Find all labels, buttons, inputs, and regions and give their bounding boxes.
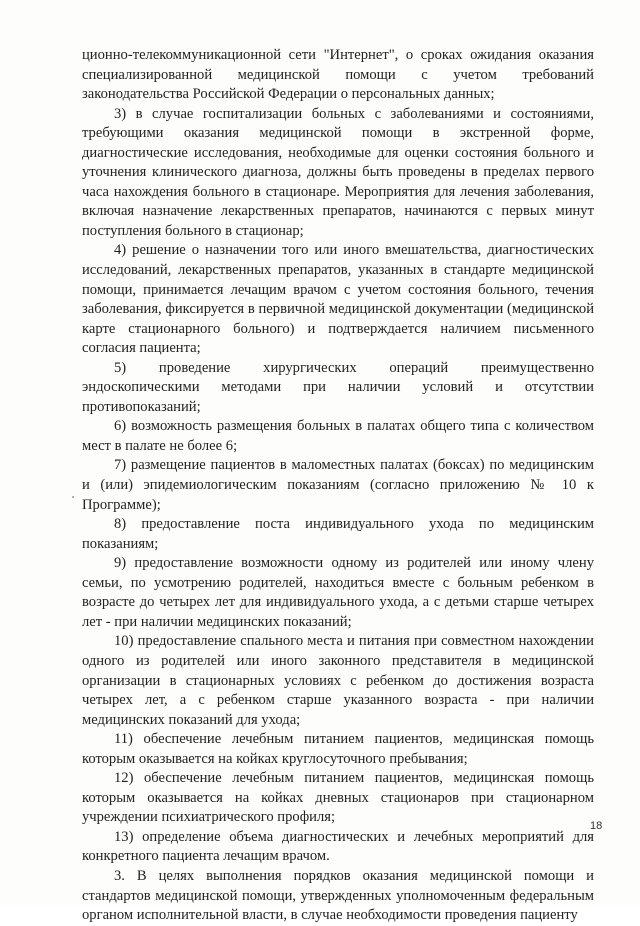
paragraph-item-13: 13) определение объема диагностических и лечебных мероприятий для конкретного пациента лечащим врачом. bbox=[82, 828, 594, 865]
paragraph-item-5: 5) проведение хирургических операций преимущественно эндоскопическими методами при наличии условий и отсутствии противопоказаний; bbox=[82, 359, 594, 415]
paragraph-item-11: 11) обеспечение лечебным питанием пациентов, медицинская помощь которым оказывается на койках круглосуточного пребывания; bbox=[82, 731, 594, 767]
page-number: 18 bbox=[590, 820, 603, 832]
paragraph-item-12: 12) обеспечение лечебным питанием пациентов, медицинская помощь которым оказывается на койках дневных стационаров при стационарном учреждении психиатрического профиля; bbox=[82, 770, 594, 826]
paragraph-item-8: 8) предоставление поста индивидуального ухода по медицинским показаниям; bbox=[82, 516, 594, 552]
paragraph-item-3: 3) в случае госпитализации больных с заболеваниями и состояниями, требующими оказания медицинской помощи в экстренной форме, диагностические исследования, необходимые для оценки состояния больного и уточнения клинического диагноза, должны быть проведены в пределах первого часа нахождения больного в стационаре. Мероприятия для лечения заболевания, включая назначение лекарственных препаратов, начинаются с первых минут поступления больного в стационар; bbox=[82, 105, 594, 239]
paragraph-continuation: ционно-телекоммуникационной сети "Интернет", о сроках ожидания оказания специализированной медицинской помощи с учетом требований законодательства Российской Федерации о персональных данных; bbox=[82, 47, 594, 103]
paragraph-section-3: 3. В целях выполнения порядков оказания медицинской помощи и стандартов медицинской помощи, утвержденных уполномоченным федеральным органом исполнительной власти, в случае необходимости проведения пациенту bbox=[82, 867, 594, 924]
paragraph-item-10: 10) предоставление спального места и питания при совместном нахождении одного из родителей или иного законного представителя в медицинской организации в стационарных условиях с ребенком до достижения возраста четырех лет, а с ребенком старше указанного возраста - при наличии медицинских показаний для ухода; bbox=[82, 633, 594, 728]
paragraph-item-6: 6) возможность размещения больных в палатах общего типа с количеством мест в палате не более 6; bbox=[82, 418, 594, 454]
paragraph-item-4: 4) решение о назначении того или иного вмешательства, диагностических исследований, лекарственных препаратов, указанных в стандарте медицинской помощи, принимается лечащим врачом с учетом состояния больного, течения заболевания, фиксируется в первичной медицинской документации (медицинской карте стационарного больного) и подтверждается наличием письменного согласия пациента; bbox=[82, 242, 594, 357]
scan-speck bbox=[72, 496, 74, 498]
paragraph-item-7: 7) размещение пациентов в маломестных палатах (боксах) по медицинским и (или) эпидемиологическим показаниям (согласно приложению № 10 к Программе); bbox=[82, 457, 594, 513]
document-body bbox=[82, 46, 594, 926]
paragraph-item-9: 9) предоставление возможности одному из родителей или иному члену семьи, по усмотрению родителей, находиться вместе с больным ребенком в возрасте до четырех лет для индивидуального ухода, а с детьми старше четырех лет - при наличии медицинских показаний; bbox=[82, 555, 594, 630]
